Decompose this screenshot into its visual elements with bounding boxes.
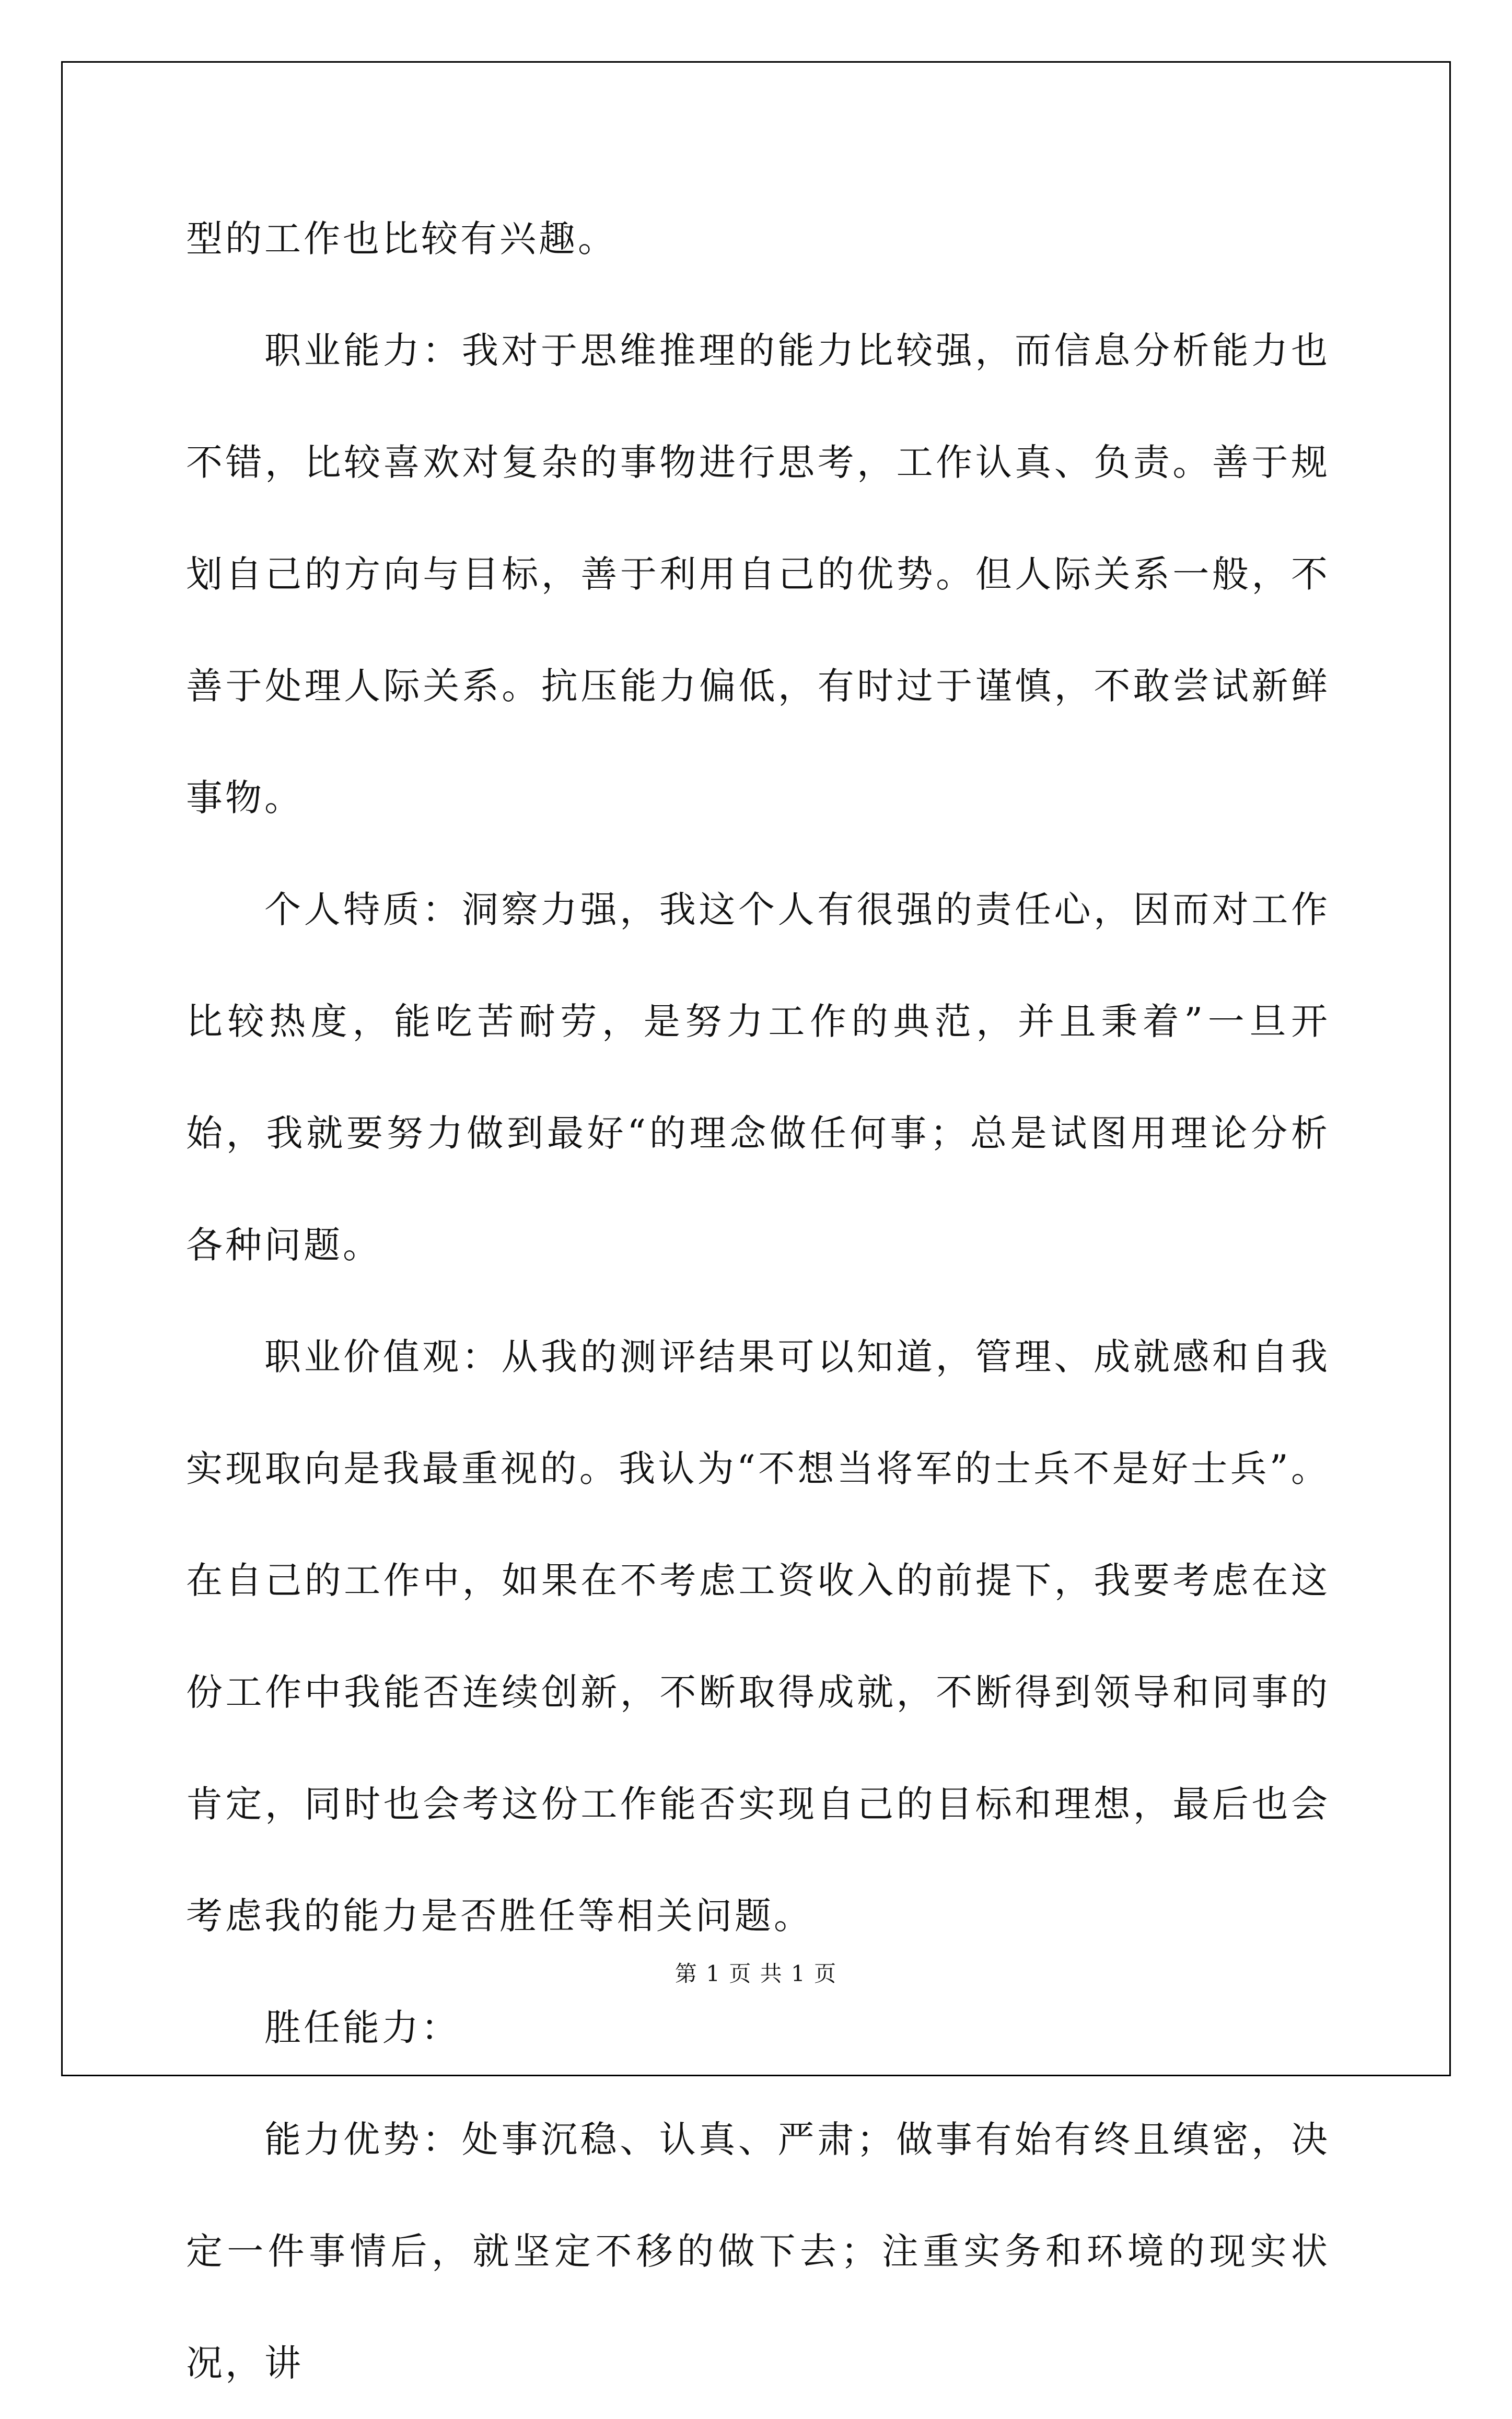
- paragraph-4: 职业价值观：从我的测评结果可以知道，管理、成就感和自我实现取向是我最重视的。我认为“不想当将军的士兵不是好士兵”。在自己的工作中，如果在不考虑工资收入的前提下，我要考虑在这份工作中我能否连续创新，不断取得成就，不断得到领导和同事的肯定，同时也会考这份工作能否实现自己的目标和理想，最后也会考虑我的能力是否胜任等相关问题。: [186, 1335, 1330, 1937]
- paragraph-1: 型的工作也比较有兴趣。: [186, 217, 617, 260]
- paragraph-2: 职业能力：我对于思维推理的能力比较强，而信息分析能力也不错，比较喜欢对复杂的事物进行思考，工作认真、负责。善于规划自己的方向与目标，善于利用自己的优势。但人际关系一般，不善于处理人际关系。抗压能力偏低，有时过于谨慎，不敢尝试新鲜事物。: [186, 329, 1330, 819]
- paragraph-5: 胜任能力：: [264, 2006, 460, 2049]
- paragraph-6: 能力优势：处事沉稳、认真、严肃；做事有始有终且缜密，决定一件事情后，就坚定不移的做下去；注重实务和环境的现实状况，讲: [186, 2118, 1330, 2385]
- paragraph-3: 个人特质：洞察力强，我这个人有很强的责任心，因而对工作比较热度，能吃苦耐劳，是努力工作的典范，并且秉着”一旦开始，我就要努力做到最好“的理念做任何事；总是试图用理论分析各种问题。: [186, 888, 1330, 1266]
- page-footer: 第 1 页 共 1 页: [674, 1961, 838, 1986]
- document-body: [186, 183, 1330, 2419]
